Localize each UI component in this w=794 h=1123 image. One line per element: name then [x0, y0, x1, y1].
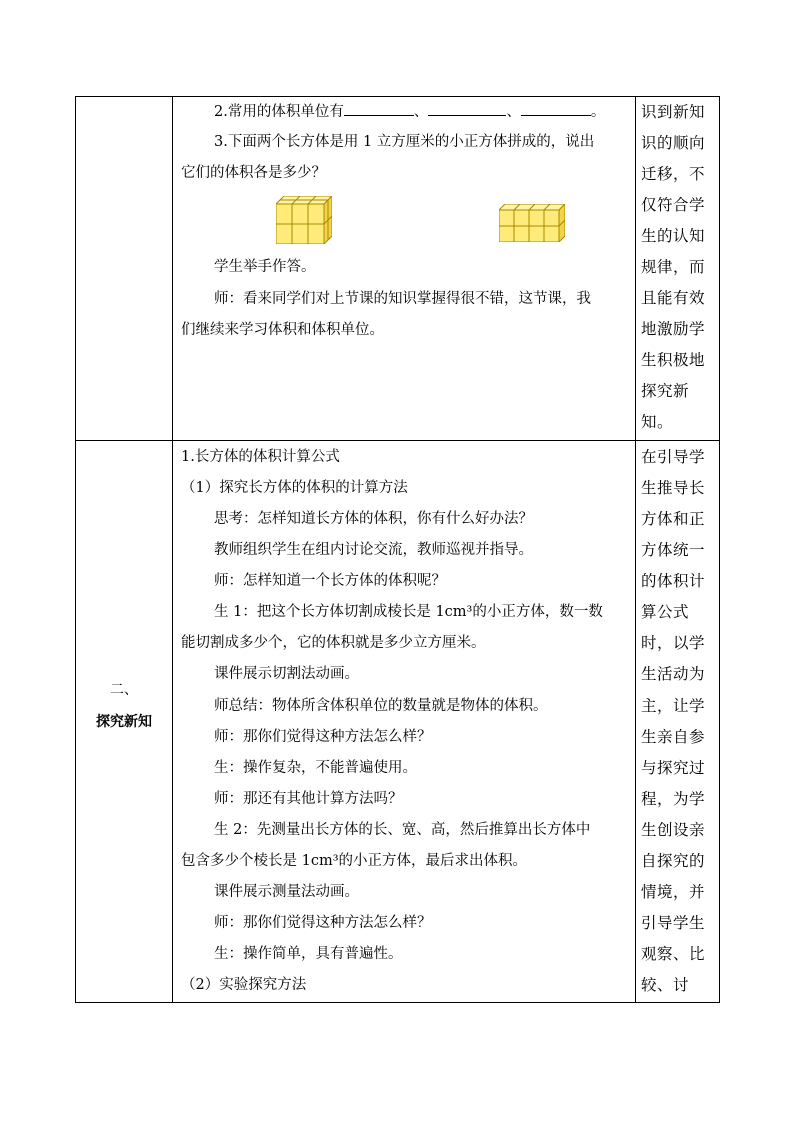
stage-number: 二、 — [110, 682, 138, 698]
side-note-2-line: 程，为学 — [641, 790, 706, 808]
side-note-2-line: 方体和正 — [641, 510, 706, 528]
side-note-2-line: 生亲自参 — [641, 728, 706, 746]
side-note-1-line: 生的认知 — [641, 227, 706, 245]
answer-blank-1 — [344, 101, 414, 116]
student-answer-note: 学生举手作答。 — [214, 259, 316, 275]
answer-blank-3 — [521, 101, 591, 116]
question-2-text: 2.常用的体积单位有 — [214, 104, 344, 120]
side-note-2-line: 自探究的 — [641, 852, 706, 870]
table-border-right — [719, 96, 720, 1003]
side-note-1-line: 识到新知 — [641, 103, 706, 121]
side-note-1-line: 迁移，不 — [641, 165, 706, 183]
side-note-2-line: 生活动为 — [641, 665, 706, 683]
content-line: 课件展示切割法动画。 — [214, 666, 359, 682]
content-line: 师：那还有其他计算方法吗？ — [214, 791, 403, 807]
content-line: （1）探究长方体的体积的计算方法 — [181, 480, 408, 496]
question-3-line-1: 3.下面两个长方体是用 1 立方厘米的小正方体拼成的，说出 — [214, 134, 595, 150]
period: 。 — [590, 104, 606, 120]
side-note-2-line: 在引导学 — [641, 448, 706, 466]
content-line: 师：那你们觉得这种方法怎么样？ — [214, 729, 432, 745]
side-note-2-line: 算公式 — [641, 603, 690, 621]
teacher-transition-line-1: 师：看来同学们对上节课的知识掌握得很不错，这节课，我 — [214, 291, 591, 307]
content-line: 课件展示测量法动画。 — [214, 884, 359, 900]
side-note-1-line: 且能有效 — [641, 289, 706, 307]
side-note-1-line: 识的顺向 — [641, 134, 706, 152]
side-note-2-line: 与探究过 — [641, 759, 706, 777]
stage-title-text: 探究新知 — [96, 714, 152, 730]
question-2 — [214, 101, 605, 122]
content-line: （2）实验探究方法 — [181, 977, 307, 993]
separator-2: 、 — [506, 104, 521, 120]
table-border-left — [75, 96, 76, 1003]
teacher-transition-line-2: 们继续来学习体积和体积单位。 — [181, 322, 384, 338]
content-line: 思考：怎样知道长方体的体积，你有什么好办法？ — [214, 511, 533, 527]
answer-blank-2 — [428, 101, 506, 116]
side-note-1-line: 探究新 — [641, 382, 690, 400]
side-note-2-line: 生推导长 — [641, 479, 706, 497]
side-note-1-line: 生积极地 — [641, 351, 706, 369]
table-col-divider-2 — [635, 96, 636, 1003]
side-note-2-line: 时，以学 — [641, 634, 706, 652]
side-note-2-line: 方体统一 — [641, 541, 706, 559]
cuboid-figure-3x2x2 — [276, 196, 332, 244]
side-note-2-line: 生创设亲 — [641, 821, 706, 839]
side-note-2-line: 的体积计 — [641, 572, 706, 590]
content-line: 教师组织学生在组内讨论交流，教师巡视并指导。 — [214, 542, 533, 558]
content-line: 生 1：把这个长方体切割成棱长是 1cm³的小正方体，数一数 — [214, 604, 603, 620]
content-line: 师：那你们觉得这种方法怎么样？ — [214, 915, 432, 931]
question-3-line-2: 它们的体积各是多少？ — [181, 165, 326, 181]
table-col-divider-1 — [172, 96, 173, 1003]
side-note-1-line: 规律，而 — [641, 258, 706, 276]
cuboid-figure-4x2x1 — [499, 204, 565, 242]
side-note-2-line: 较、讨 — [641, 976, 690, 994]
content-line: 包含多少个棱长是 1cm³的小正方体，最后求出体积。 — [181, 853, 528, 869]
content-line: 生：操作复杂，不能普遍使用。 — [214, 760, 417, 776]
side-note-1-line: 仅符合学 — [641, 196, 706, 214]
side-note-1-line: 地激励学 — [641, 320, 706, 338]
separator-1: 、 — [413, 104, 429, 120]
side-note-2-line: 情境，并 — [641, 883, 706, 901]
content-line: 能切割成多少个，它的体积就是多少立方厘米。 — [181, 635, 486, 651]
content-line: 师总结：物体所含体积单位的数量就是物体的体积。 — [214, 698, 548, 714]
side-note-2-line: 主，让学 — [641, 697, 706, 715]
side-note-2-line: 引导学生 — [641, 914, 706, 932]
content-line: 生 2：先测量出长方体的长、宽、高，然后推算出长方体中 — [214, 822, 591, 838]
content-line: 生：操作简单，具有普遍性。 — [214, 946, 403, 962]
stage-title — [76, 712, 172, 732]
content-line: 1.长方体的体积计算公式 — [181, 449, 340, 465]
side-note-1-line: 知。 — [641, 413, 674, 431]
side-note-2-line: 观察、比 — [641, 945, 706, 963]
content-line: 师：怎样知道一个长方体的体积呢？ — [214, 573, 446, 589]
